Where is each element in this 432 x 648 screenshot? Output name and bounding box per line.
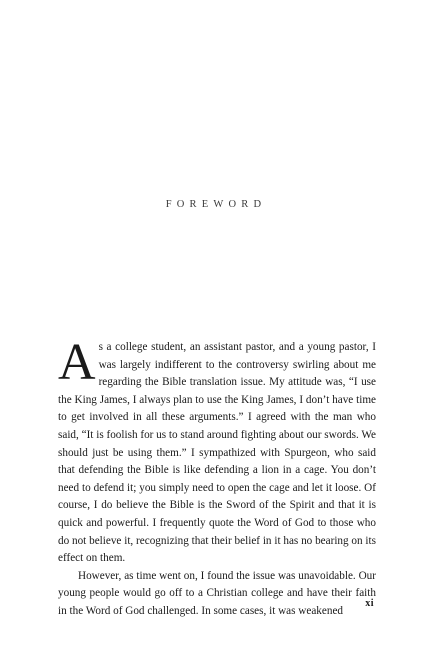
chapter-heading: FOREWORD [165, 199, 267, 210]
body-text [58, 334, 377, 621]
paragraph-1 [58, 334, 377, 568]
drop-cap: A [58, 334, 96, 391]
paragraph-1-text: s a college student, an assistant pastor, and a young pastor, I was largely indifferent to the controversy swirling about me regarding the Bible translation issue. My attitude was, “I use the King James, I always plan to use the King James, I don’t have time to get involved in all these arguments.” I agreed with the man who said, “It is foolish for us to stand around fighting about our swords. We should just be using them.” I sympathized with Spurgeon, who said that defending the Bible is like defending a lion in a cage. You don’t need to defend it; you simply need to open the cage and let it loose. Of course, I do believe the Bible is the Sword of the Spirit and that it is quick and powerful. I frequently quote the Word of God to those who do not believe it, recognizing that their belief in it has no bearing on its effect on them. [58, 341, 377, 565]
page-number: xi [365, 598, 374, 609]
paragraph-2: However, as time went on, I found the issue was unavoidable. Our young people would go off to a Christian college and have their faith in the Word of God challenged. In some cases, it was weakened [58, 569, 376, 617]
